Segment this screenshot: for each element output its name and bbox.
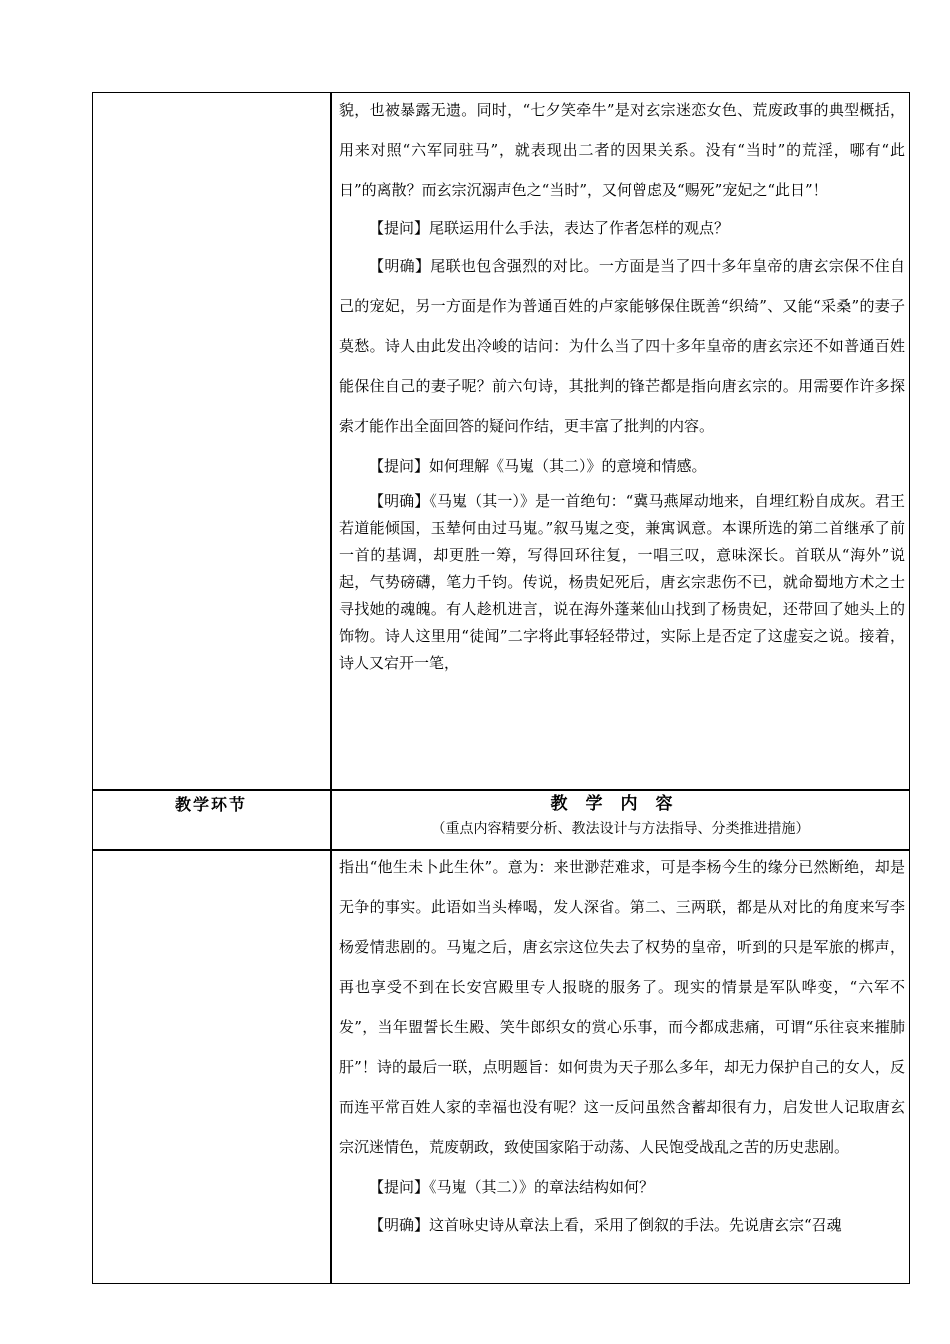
- answer-3: 【明确】这首咏史诗从章法上看，采用了倒叙的手法。先说唐玄宗“召魂: [369, 1216, 842, 1234]
- lower-content: [339, 847, 905, 1245]
- lower-paragraph: 指出“他生未卜此生休”。意为：来世渺茫难求，可是李杨今生的缘分已然断绝，却是无争的事实。此语如当头棒喝，发人深省。第二、三两联，都是从对比的角度来写李杨爱情悲剧的。马嵬之后，唐玄宗这位失去了权势的皇帝，听到的只是军旅的梆声，再也享受不到在长安宫殿里专人报晓的服务了。现实的情景是军队哗变，“六军不发”，当年盟誓长生殿、笑牛郎织女的赏心乐事，而今都成悲痛，可谓“乐往哀来摧肺肝”！诗的最后一联，点明题旨：如何贵为天子那么多年，却无力保护自己的女人，反而连平常百姓人家的幸福也没有呢？这一反问虽然含蓄却很有力，启发世人记取唐玄宗沉迷情色，荒废朝政，致使国家陷于动荡、人民饱受战乱之苦的历史悲剧。: [339, 858, 905, 1156]
- upper-paragraph: 貌，也被暴露无遗。同时，“七夕笑牵牛”是对玄宗迷恋女色、荒废政事的典型概括，用来对照“六军同驻马”，就表现出二者的因果关系。没有“当时”的荒淫，哪有“此日”的离散？而玄宗沉溺声色之“当时”，又何曾虑及“赐死”宠妃之“此日”！: [339, 101, 905, 199]
- header-content-cell: [331, 790, 910, 849]
- question-2: 【提问】如何理解《马嵬（其二）》的意境和情感。: [369, 457, 707, 475]
- column-divider: [330, 92, 332, 1284]
- header-section-label: 教学环节: [174, 795, 247, 814]
- upper-content: [339, 90, 905, 677]
- answer-1: 【明确】尾联也包含强烈的对比。一方面是当了四十多年皇帝的唐玄宗保不住自己的宠妃，另一方面是作为普通百姓的卢家能够保住既善“织绮”、又能“采桑”的妻子莫愁。诗人由此发出冷峻的诘问：为什么当了四十多年皇帝的唐玄宗还不如普通百姓能保住自己的妻子呢？前六句诗，其批判的锋芒都是指向唐玄宗的。用需要作许多探索才能作出全面回答的疑问作结，更丰富了批判的内容。: [339, 257, 905, 435]
- question-1: 【提问】尾联运用什么手法，表达了作者怎样的观点？: [369, 219, 730, 237]
- header-subtitle: （重点内容精要分析、教法设计与方法指导、分类推进措施）: [431, 821, 810, 837]
- question-3: 【提问】《马嵬（其二）》的章法结构如何？: [369, 1178, 655, 1196]
- answer-2: 【明确】《马嵬（其一）》是一首绝句：“冀马燕犀动地来，自埋红粉自成灰。君王若道能倾国，玉辇何由过马嵬。”叙马嵬之变，兼寓讽意。本课所选的第二首继承了前一首的基调，却更胜一筹，写得回环往复，一唱三叹，意味深长。首联从“海外”说起，气势磅礴，笔力千钧。传说，杨贵妃死后，唐玄宗悲伤不已，就命蜀地方术之士寻找她的魂魄。有人趁机进言，说在海外蓬莱仙山找到了杨贵妃，还带回了她头上的饰物。诗人这里用“徒闻”二字将此事轻轻带过，实际上是否定了这虚妄之说。接着，诗人又宕开一笔，: [339, 492, 905, 672]
- header-title: 教学内容: [550, 794, 691, 814]
